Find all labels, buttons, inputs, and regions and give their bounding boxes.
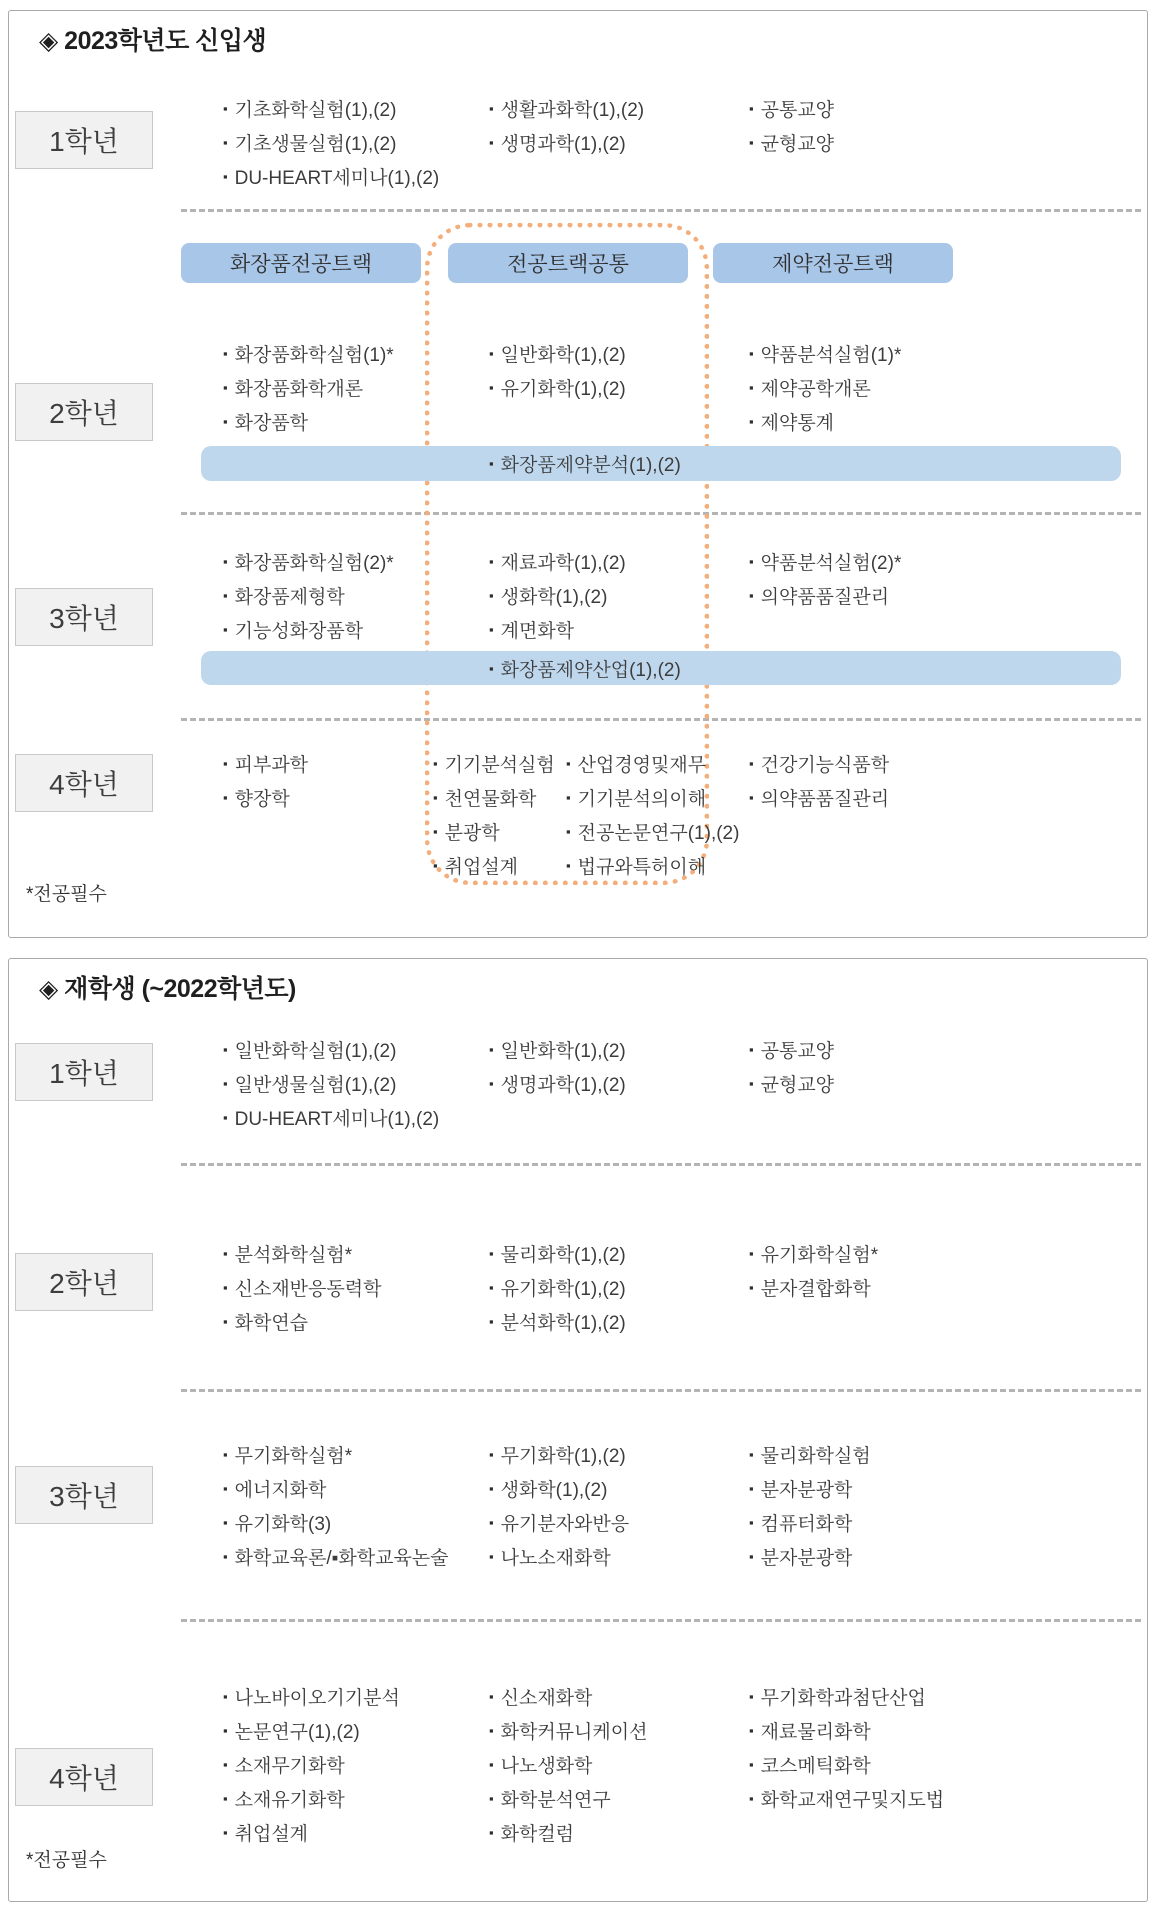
course-item: ▪ 제약통계	[749, 404, 901, 438]
course-list-y4-col2	[489, 1679, 647, 1849]
course-item: ▪ 균형교양	[749, 125, 834, 159]
course-item: ▪ 일반화학(1),(2)	[489, 1032, 626, 1066]
course-item: ▪ 유기화학실험*	[749, 1236, 878, 1270]
course-list-y2-col3	[749, 336, 901, 438]
course-item: ▪ 분자분광학	[749, 1471, 871, 1505]
course-list-y2-col1	[223, 336, 394, 438]
course-item: ▪ 무기화학실험*	[223, 1437, 449, 1471]
course-list-y3-col2	[489, 544, 626, 646]
course-list-y1-col1	[223, 91, 439, 193]
course-item: ▪ 화장품화학실험(1)*	[223, 336, 394, 370]
course-item: ▪ 화학교재연구및지도법	[749, 1781, 944, 1815]
course-item: ▪ 공통교양	[749, 91, 834, 125]
course-list-y4-col3	[749, 746, 889, 814]
course-list-y1-col3	[749, 1032, 834, 1100]
panel-title: ◈ 재학생 (~2022학년도)	[39, 975, 296, 1003]
course-item: ▪ 기기분석의이해	[566, 780, 739, 814]
course-item: ▪ 계면화학	[489, 612, 626, 646]
course-list-y4-col1	[223, 1679, 400, 1849]
course-list-y1-col3	[749, 91, 834, 159]
course-item: ▪ 화장품제형학	[223, 578, 394, 612]
course-item: ▪ 의약품품질관리	[749, 578, 901, 612]
course-item: ▪ 논문연구(1),(2)	[223, 1713, 400, 1747]
course-item: ▪ 전공논문연구(1),(2)	[566, 814, 739, 848]
course-item: ▪ DU-HEART세미나(1),(2)	[223, 1100, 439, 1134]
course-list-y2-col3	[749, 1236, 878, 1304]
course-list-y3-col3	[749, 1437, 871, 1573]
panel-2023-freshmen	[8, 10, 1148, 938]
year-box-4: 4학년	[15, 754, 153, 812]
course-item: ▪ 피부과학	[223, 746, 308, 780]
divider	[181, 209, 1141, 212]
panel-2022-current-students	[8, 958, 1148, 1902]
course-item: ▪ 의약품품질관리	[749, 780, 889, 814]
course-item: ▪ 균형교양	[749, 1066, 834, 1100]
course-item: ▪ 컴퓨터화학	[749, 1505, 871, 1539]
course-list-y3-col1	[223, 1437, 449, 1573]
highlight-band-analysis	[201, 446, 1121, 481]
course-list-y2-col2	[489, 336, 626, 404]
course-item: ▪ 분석화학(1),(2)	[489, 1304, 626, 1338]
course-item: ▪ 무기화학과첨단산업	[749, 1679, 944, 1713]
year-box-2: 2학년	[15, 383, 153, 441]
course-item: ▪ 화장품화학실험(2)*	[223, 544, 394, 578]
course-item: ▪ 건강기능식품학	[749, 746, 889, 780]
course-item: ▪ 분석화학실험*	[223, 1236, 381, 1270]
course-item: ▪ 공통교양	[749, 1032, 834, 1066]
course-item: ▪ 화학교육론/▪화학교육논술	[223, 1539, 449, 1573]
course-item: ▪ 생활과화학(1),(2)	[489, 91, 644, 125]
course-item: ▪ 분광학	[433, 814, 555, 848]
course-list-y1-col1	[223, 1032, 439, 1134]
course-item: ▪ 생화학(1),(2)	[489, 1471, 629, 1505]
course-item: ▪ 에너지화학	[223, 1471, 449, 1505]
course-item: ▪ 산업경영및재무	[566, 746, 739, 780]
course-item: ▪ 재료과학(1),(2)	[489, 544, 626, 578]
course-list-y2-col1	[223, 1236, 381, 1338]
course-item: ▪ 분자분광학	[749, 1539, 871, 1573]
course-list-y3-col3	[749, 544, 901, 612]
track-header-cosmetics: 화장품전공트랙	[181, 243, 421, 283]
course-item: ▪ 유기화학(1),(2)	[489, 370, 626, 404]
course-item: ▪ 화학컬럼	[489, 1815, 647, 1849]
divider	[181, 1163, 1141, 1166]
course-list-y3-col2	[489, 1437, 629, 1573]
course-item: ▪ 약품분석실험(2)*	[749, 544, 901, 578]
course-list-y3-col1	[223, 544, 394, 646]
course-item: ▪ 취업설계	[433, 848, 555, 882]
course-list-y4-col1	[223, 746, 308, 814]
course-list-y4-col2a	[433, 746, 555, 882]
course-item: ▪ 물리화학실험	[749, 1437, 871, 1471]
course-item: ▪ 생명과학(1),(2)	[489, 125, 644, 159]
course-item: ▪ 화학분석연구	[489, 1781, 647, 1815]
year-box-1: 1학년	[15, 1043, 153, 1101]
course-item: ▪ 천연물화학	[433, 780, 555, 814]
course-item: ▪ 일반화학(1),(2)	[489, 336, 626, 370]
course-item: ▪ 화학커뮤니케이션	[489, 1713, 647, 1747]
band-label: ▪ 화장품제약분석(1),(2)	[489, 450, 681, 477]
divider	[181, 1389, 1141, 1392]
course-item: ▪ 화장품학	[223, 404, 394, 438]
course-item: ▪ 생화학(1),(2)	[489, 578, 626, 612]
course-item: ▪ 향장학	[223, 780, 308, 814]
year-box-3: 3학년	[15, 1466, 153, 1524]
course-list-y2-col2	[489, 1236, 626, 1338]
panel-title: ◈ 2023학년도 신입생	[39, 27, 267, 55]
course-item: ▪ 일반화학실험(1),(2)	[223, 1032, 439, 1066]
course-list-y1-col2	[489, 1032, 626, 1100]
course-item: ▪ DU-HEART세미나(1),(2)	[223, 159, 439, 193]
course-item: ▪ 물리화학(1),(2)	[489, 1236, 626, 1270]
course-item: ▪ 분자결합화학	[749, 1270, 878, 1304]
course-item: ▪ 코스메틱화학	[749, 1747, 944, 1781]
course-list-y1-col2	[489, 91, 644, 159]
band-label: ▪ 화장품제약산업(1),(2)	[489, 655, 681, 682]
course-item: ▪ 화장품화학개론	[223, 370, 394, 404]
course-item: ▪ 화학연습	[223, 1304, 381, 1338]
course-item: ▪ 유기화학(3)	[223, 1505, 449, 1539]
course-item: ▪ 재료물리화학	[749, 1713, 944, 1747]
course-item: ▪ 유기화학(1),(2)	[489, 1270, 626, 1304]
course-item: ▪ 일반생물실험(1),(2)	[223, 1066, 439, 1100]
track-header-pharma: 제약전공트랙	[713, 243, 953, 283]
year-box-4: 4학년	[15, 1748, 153, 1806]
course-item: ▪ 약품분석실험(1)*	[749, 336, 901, 370]
course-item: ▪ 기능성화장품학	[223, 612, 394, 646]
course-item: ▪ 법규와특허이해	[566, 848, 739, 882]
year-box-3: 3학년	[15, 588, 153, 646]
course-item: ▪ 취업설계	[223, 1815, 400, 1849]
course-item: ▪ 소재유기화학	[223, 1781, 400, 1815]
course-list-y4-col2b	[566, 746, 739, 882]
year-box-2: 2학년	[15, 1253, 153, 1311]
year-box-1: 1학년	[15, 111, 153, 169]
course-item: ▪ 제약공학개론	[749, 370, 901, 404]
course-list-y4-col3	[749, 1679, 944, 1815]
course-item: ▪ 무기화학(1),(2)	[489, 1437, 629, 1471]
course-item: ▪ 신소재화학	[489, 1679, 647, 1713]
course-item: ▪ 소재무기화학	[223, 1747, 400, 1781]
course-item: ▪ 나노바이오기기분석	[223, 1679, 400, 1713]
course-item: ▪ 기초생물실험(1),(2)	[223, 125, 439, 159]
course-item: ▪ 기기분석실험	[433, 746, 555, 780]
highlight-band-industry	[201, 651, 1121, 685]
course-item: ▪ 나노소재화학	[489, 1539, 629, 1573]
footnote-required-major: *전공필수	[26, 1850, 107, 1871]
course-item: ▪ 신소재반응동력학	[223, 1270, 381, 1304]
course-item: ▪ 생명과학(1),(2)	[489, 1066, 626, 1100]
track-header-common: 전공트랙공통	[448, 243, 688, 283]
footnote-required-major: *전공필수	[26, 884, 107, 905]
divider	[181, 1619, 1141, 1622]
course-item: ▪ 나노생화학	[489, 1747, 647, 1781]
course-item: ▪ 기초화학실험(1),(2)	[223, 91, 439, 125]
course-item: ▪ 유기분자와반응	[489, 1505, 629, 1539]
